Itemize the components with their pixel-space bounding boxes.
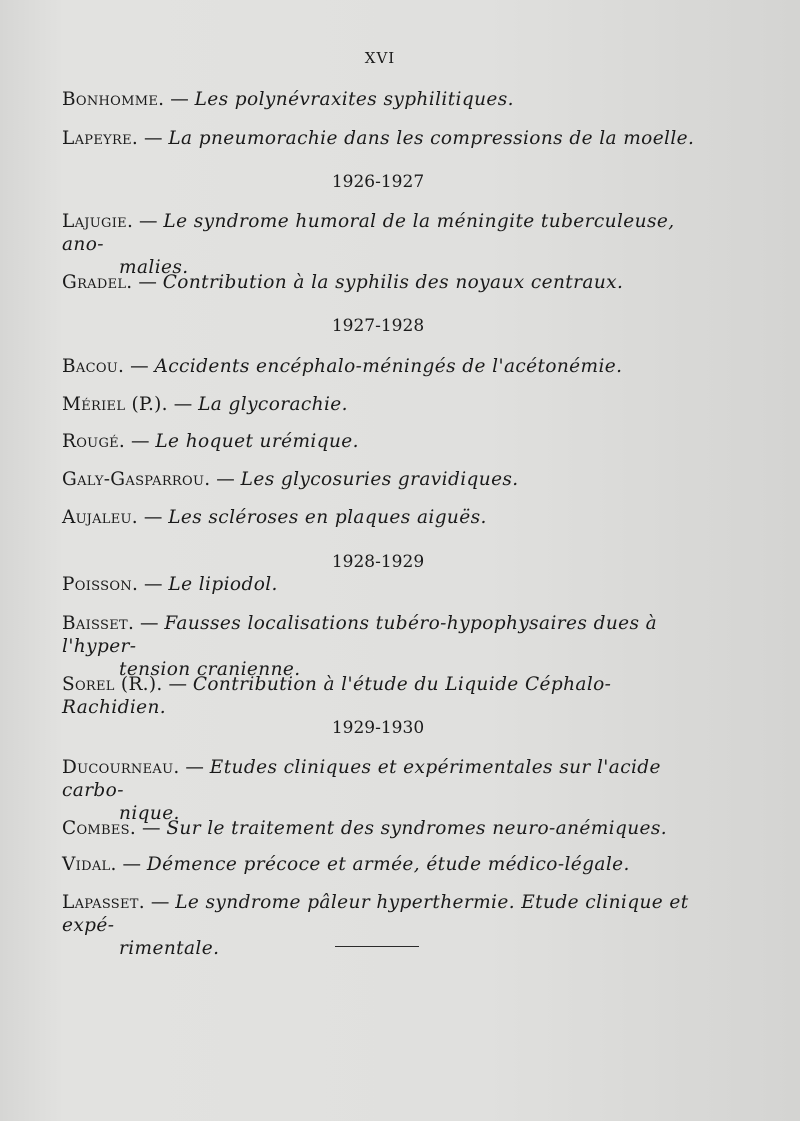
bibliography-entry <box>62 506 702 529</box>
entry-title: Fausses localisations tubéro-hypophysaires dues à l'hyper- <box>62 613 658 657</box>
bibliography-entry <box>62 393 702 416</box>
bibliography-entry <box>62 210 702 279</box>
entry-author: Baisset. <box>62 613 135 634</box>
entry-title: Contribution à la syphilis des noyaux centraux. <box>162 272 624 293</box>
entry-title: Le syndrome humoral de la méningite tuberculeuse, ano- <box>62 211 675 255</box>
entry-author: Vidal. <box>62 854 117 875</box>
entry-author: Combes. <box>62 818 137 839</box>
bibliography-entry <box>62 756 702 825</box>
page-number: XVI <box>364 49 396 67</box>
entry-title-continuation: tension cranienne. <box>119 659 301 680</box>
entry-author: Galy-Gasparrou. <box>62 469 211 490</box>
entry-separator: — <box>164 89 195 110</box>
entry-title: Démence précoce et armée, étude médico-légale. <box>146 854 630 875</box>
entry-title: Etudes cliniques et expérimentales sur l'acide carbo- <box>62 757 661 801</box>
entry-author: Poisson. <box>62 574 139 595</box>
bibliography-entry <box>62 468 702 491</box>
entry-separator: — <box>167 394 199 415</box>
bibliography-entry <box>62 673 702 719</box>
entry-separator: — <box>138 574 169 595</box>
entry-separator: — <box>134 613 165 634</box>
entry-separator: — <box>162 674 193 695</box>
bibliography-entry <box>62 891 702 960</box>
entry-title: Sur le traitement des syndromes neuro-anémiques. <box>166 818 668 839</box>
entry-title: Le syndrome pâleur hyperthermie. Etude clinique et expé- <box>62 892 689 936</box>
entry-author: Lapeyre. <box>62 128 139 149</box>
academic-year-heading: 1928-1929 <box>331 552 425 572</box>
entry-title: Les scléroses en plaques aiguës. <box>168 507 487 528</box>
entry-title-continuation: rimentale. <box>119 938 220 959</box>
entry-separator: — <box>137 507 169 528</box>
entry-author: Lajugie. <box>62 211 134 232</box>
entry-author: Sorel (R.). <box>62 674 163 695</box>
entry-separator: — <box>210 469 241 490</box>
entry-separator: — <box>124 356 155 377</box>
entry-separator: — <box>116 854 147 875</box>
bibliography-entry <box>62 817 702 840</box>
entry-title: La glycorachie. <box>198 394 348 415</box>
bibliography-entry <box>62 853 702 876</box>
entry-title-continuation: malies. <box>119 257 189 278</box>
entry-title: Le lipiodol. <box>168 574 278 595</box>
entry-separator: — <box>133 211 164 232</box>
entry-separator: — <box>179 757 210 778</box>
academic-year-heading: 1927-1928 <box>331 316 425 336</box>
bibliography-entry <box>62 355 702 378</box>
entry-title: Les glycosuries gravidiques. <box>240 469 519 490</box>
entry-separator: — <box>132 272 163 293</box>
entry-author: Ducourneau. <box>62 757 180 778</box>
entry-separator: — <box>138 128 169 149</box>
bibliography-entry <box>62 88 702 111</box>
entry-author: Gradel. <box>62 272 133 293</box>
bibliography-entry <box>62 430 702 453</box>
entry-author: Rougé. <box>62 431 126 452</box>
entry-title: Accidents encéphalo-méningés de l'acétonémie. <box>154 356 623 377</box>
entry-title: Le hoquet urémique. <box>155 431 359 452</box>
entry-title: Contribution à l'étude du Liquide Céphalo-Rachidien. <box>62 674 612 718</box>
bibliography-entry <box>62 573 702 596</box>
entry-author: Mériel (P.). <box>62 394 168 415</box>
academic-year-heading: 1929-1930 <box>331 718 425 738</box>
entry-separator: — <box>125 431 156 452</box>
bibliography-entry <box>62 612 702 681</box>
entry-author: Lapasset. <box>62 892 145 913</box>
entry-title: La pneumorachie dans les compressions de la moelle. <box>168 128 695 149</box>
bibliography-entry <box>62 127 702 150</box>
end-rule <box>335 946 419 947</box>
entry-title: Les polynévraxites syphilitiques. <box>194 89 514 110</box>
entry-author: Bacou. <box>62 356 125 377</box>
entry-author: Bonhomme. <box>62 89 165 110</box>
academic-year-heading: 1926-1927 <box>331 172 425 192</box>
entry-title-continuation: nique. <box>119 803 180 824</box>
entry-separator: — <box>144 892 176 913</box>
bibliography-entry <box>62 271 702 294</box>
entry-author: Aujaleu. <box>62 507 138 528</box>
entry-separator: — <box>136 818 167 839</box>
